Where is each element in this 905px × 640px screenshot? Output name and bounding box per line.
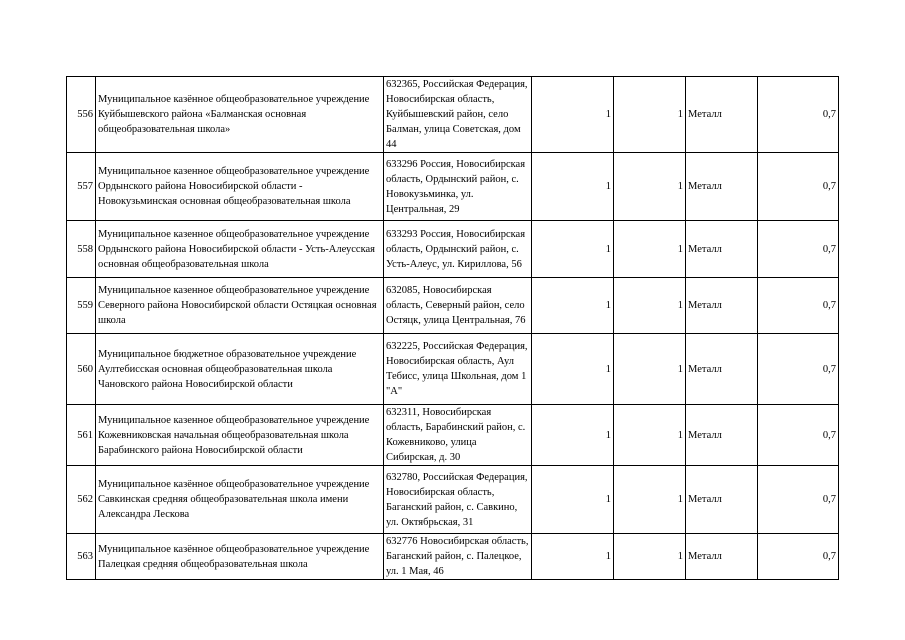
- institution-address: 633293 Россия, Новосибирская область, Ордынский район, с. Усть-Алеус, ул. Кириллова, 56: [384, 221, 532, 278]
- quantity-1: 1: [532, 334, 614, 405]
- value: 0,7: [758, 77, 839, 153]
- quantity-2: 1: [614, 405, 686, 466]
- table-row: [67, 405, 839, 466]
- quantity-1: 1: [532, 405, 614, 466]
- institution-address: 632776 Новосибирская область, Баганский район, с. Палецкое, ул. 1 Мая, 46: [384, 534, 532, 580]
- table-row: [67, 221, 839, 278]
- registry-table: [66, 76, 839, 580]
- table-row: [67, 278, 839, 334]
- material: Металл: [686, 405, 758, 466]
- value: 0,7: [758, 466, 839, 534]
- table-row: [67, 77, 839, 153]
- material: Металл: [686, 221, 758, 278]
- row-number: 556: [67, 77, 96, 153]
- quantity-1: 1: [532, 153, 614, 221]
- value: 0,7: [758, 405, 839, 466]
- institution-name: Муниципальное казенное общеобразовательное учреждение Ордынского района Новосибирской области - Усть-Алеусская основная общеобразовательная школа: [96, 221, 384, 278]
- row-number: 559: [67, 278, 96, 334]
- value: 0,7: [758, 221, 839, 278]
- quantity-2: 1: [614, 334, 686, 405]
- quantity-1: 1: [532, 77, 614, 153]
- institution-address: 632365, Российская Федерация, Новосибирская область, Куйбышевский район, село Балман, улица Советская, дом 44: [384, 77, 532, 153]
- quantity-1: 1: [532, 466, 614, 534]
- quantity-2: 1: [614, 278, 686, 334]
- row-number: 562: [67, 466, 96, 534]
- institution-address: 632085, Новосибирская область, Северный район, село Остяцк, улица Центральная, 76: [384, 278, 532, 334]
- material: Металл: [686, 334, 758, 405]
- institution-address: 633296 Россия, Новосибирская область, Ордынский район, с. Новокузьминка, ул. Центральная, 29: [384, 153, 532, 221]
- quantity-1: 1: [532, 278, 614, 334]
- material: Металл: [686, 466, 758, 534]
- table-row: [67, 534, 839, 580]
- material: Металл: [686, 534, 758, 580]
- row-number: 561: [67, 405, 96, 466]
- quantity-2: 1: [614, 466, 686, 534]
- quantity-2: 1: [614, 77, 686, 153]
- institution-address: 632311, Новосибирская область, Барабинский район, с. Кожевниково, улица Сибирская, д. 30: [384, 405, 532, 466]
- institution-name: Муниципальное казенное общеобразовательное учреждение Кожевниковская начальная общеобразовательная школа Барабинского района Новосибирской области: [96, 405, 384, 466]
- row-number: 560: [67, 334, 96, 405]
- value: 0,7: [758, 153, 839, 221]
- material: Металл: [686, 278, 758, 334]
- quantity-2: 1: [614, 534, 686, 580]
- institution-name: Муниципальное казенное общеобразовательное учреждение Северного района Новосибирской области Остяцкая основная школа: [96, 278, 384, 334]
- institution-name: Муниципальное казенное общеобразовательное учреждение Ордынского района Новосибирской области - Новокузьминская основная общеобразовательная школа: [96, 153, 384, 221]
- table-row: [67, 466, 839, 534]
- value: 0,7: [758, 334, 839, 405]
- table-row: [67, 153, 839, 221]
- institution-address: 632780, Российская Федерация, Новосибирская область, Баганский район, с. Савкино, ул. Октябрьская, 31: [384, 466, 532, 534]
- row-number: 563: [67, 534, 96, 580]
- institution-address: 632225, Российская Федерация, Новосибирская область, Аул Тебисс, улица Школьная, дом 1 "А": [384, 334, 532, 405]
- institution-name: Муниципальное бюджетное образовательное учреждение Аултебисская основная общеобразовательная школа Чановского района Новосибирской области: [96, 334, 384, 405]
- row-number: 558: [67, 221, 96, 278]
- institution-name: Муниципальное казённое общеобразовательное учреждение Палецкая средняя общеобразовательная школа: [96, 534, 384, 580]
- institution-name: Муниципальное казённое общеобразовательное учреждение Савкинская средняя общеобразовательная школа имени Александра Лескова: [96, 466, 384, 534]
- value: 0,7: [758, 278, 839, 334]
- institution-name: Муниципальное казённое общеобразовательное учреждение Куйбышевского района «Балманская основная общеобразовательная школа»: [96, 77, 384, 153]
- row-number: 557: [67, 153, 96, 221]
- quantity-1: 1: [532, 221, 614, 278]
- quantity-2: 1: [614, 153, 686, 221]
- material: Металл: [686, 153, 758, 221]
- value: 0,7: [758, 534, 839, 580]
- quantity-2: 1: [614, 221, 686, 278]
- quantity-1: 1: [532, 534, 614, 580]
- material: Металл: [686, 77, 758, 153]
- table-row: [67, 334, 839, 405]
